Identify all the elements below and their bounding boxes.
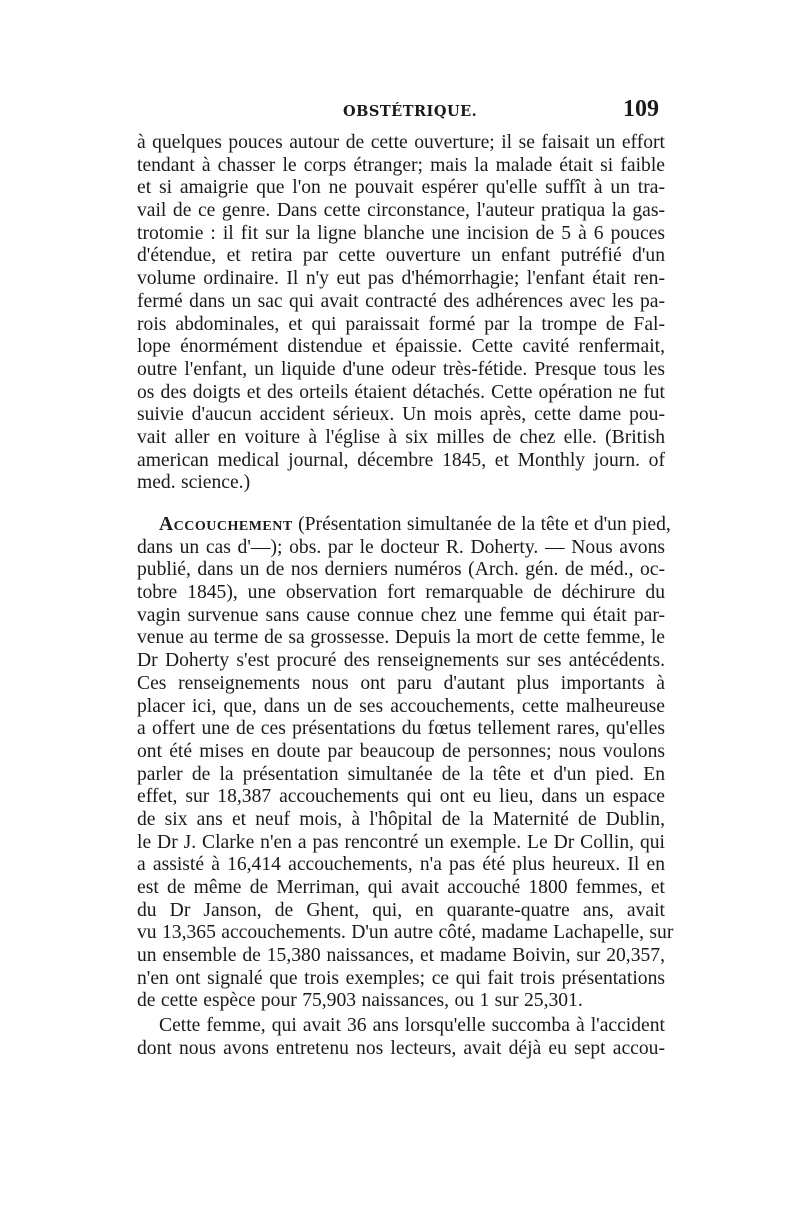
- text-line: effet, sur 18,387 accouchements qui ont eu lieu, dans un espace: [137, 786, 665, 808]
- text-line: rois abdominales, et qui paraissait formé par la trompe de Fal-: [137, 313, 665, 335]
- page-number: 109: [623, 96, 659, 122]
- text-line: publié, dans un de nos derniers numéros (Arch. gén. de méd., oc-: [137, 559, 665, 581]
- text-line: un ensemble de 15,380 naissances, et madame Boivin, sur 20,357,: [137, 945, 665, 967]
- text-line: vait aller en voiture à l'église à six milles de chez elle. (British: [137, 426, 665, 448]
- text-line: est de même de Merriman, qui avait accouché 1800 femmes, et: [137, 877, 665, 898]
- paragraph-patient-history: [137, 1015, 665, 1060]
- text-line: parler de la présentation simultanée de la tête et d'un pied. En: [137, 763, 665, 785]
- text-line: [137, 514, 671, 537]
- text-line: le Dr J. Clarke n'en a pas rencontré un exemple. Le Dr Collin, qui: [137, 831, 665, 853]
- text-line: dans un cas d'—); obs. par le docteur R. Doherty. — Nous avons: [137, 536, 665, 558]
- text-line: ont été mises en doute par beaucoup de personnes; nous voulons: [137, 740, 665, 762]
- section-lead-rest: (Présentation simultanée de la tête et d'un pied,: [292, 514, 671, 535]
- text-line: trotomie : il fit sur la ligne blanche une incision de 5 à 6 pouces: [137, 222, 665, 244]
- text-line: vu 13,365 accouchements. D'un autre côté, madame Lachapelle, sur: [137, 922, 674, 944]
- text-line: a offert une de ces présentations du fœtus tellement rares, qu'elles: [137, 718, 665, 740]
- paragraph-accouchement: [137, 514, 674, 1013]
- text-line: os des doigts et des orteils étaient détachés. Cette opération ne fut: [137, 381, 665, 403]
- text-line: n'en ont signalé que trois exemples; ce qui fait trois présentations: [137, 967, 665, 989]
- text-line: fermé dans un sac qui avait contracté des adhérences avec les pa-: [137, 290, 665, 312]
- text-line: vail de ce genre. Dans cette circonstance, l'auteur pratiqua la gas-: [137, 200, 665, 222]
- text-line: lope énormément distendue et épaissie. Cette cavité renfermait,: [137, 336, 665, 358]
- running-title: OBSTÉTRIQUE.: [343, 103, 478, 120]
- text-line: tobre 1845), une observation fort remarquable de déchirure du: [137, 582, 665, 604]
- paragraph-gastrotomy-case: [137, 132, 665, 495]
- text-line: tendant à chasser le corps étranger; mais la malade était si faible: [137, 154, 665, 176]
- text-line: de cette espèce pour 75,903 naissances, ou 1 sur 25,301.: [137, 990, 583, 1012]
- text-line: suivie d'aucun accident sérieux. Un mois après, cette dame pou-: [137, 404, 665, 426]
- section-lead: Accouchement: [159, 514, 293, 535]
- text-line: de six ans et neuf mois, à l'hôpital de la Maternité de Dublin,: [137, 808, 665, 830]
- text-line: du Dr Janson, de Ghent, qui, en quarante-quatre ans, avait: [137, 899, 665, 921]
- text-line: Dr Doherty s'est procuré des renseignements sur ses antécédents.: [137, 650, 665, 672]
- text-line: venue au terme de sa grossesse. Depuis la mort de cette femme, le: [137, 627, 665, 649]
- text-line: dont nous avons entretenu nos lecteurs, avait déjà eu sept accou-: [137, 1037, 665, 1059]
- text-line: à quelques pouces autour de cette ouverture; il se faisait un effort: [137, 132, 665, 153]
- text-line: med. science.): [137, 472, 251, 494]
- book-page: [137, 96, 674, 1061]
- text-line: placer ici, que, dans un de ses accouchements, cette malheureuse: [137, 695, 665, 717]
- text-line: outre l'enfant, un liquide d'une odeur très-fétide. Presque tous les: [137, 358, 665, 380]
- text-line: vagin survenue sans cause connue chez une femme qui était par-: [137, 604, 665, 626]
- text-line: Ces renseignements nous ont paru d'autant plus importants à: [137, 672, 665, 694]
- text-line: american medical journal, décembre 1845, et Monthly journ. of: [137, 449, 665, 471]
- text-line: a assisté à 16,414 accouchements, n'a pas été plus heureux. Il en: [137, 854, 665, 876]
- text-line: Cette femme, qui avait 36 ans lorsqu'elle succomba à l'accident: [159, 1015, 665, 1037]
- text-line: d'étendue, et retira par cette ouverture un enfant putréfié d'un: [137, 245, 665, 267]
- text-line: et si amaigrie que l'on ne pouvait espérer qu'elle suffît à un tra-: [137, 177, 665, 199]
- text-line: volume ordinaire. Il n'y eut pas d'hémorrhagie; l'enfant était ren-: [137, 268, 665, 290]
- page-header: [137, 96, 665, 130]
